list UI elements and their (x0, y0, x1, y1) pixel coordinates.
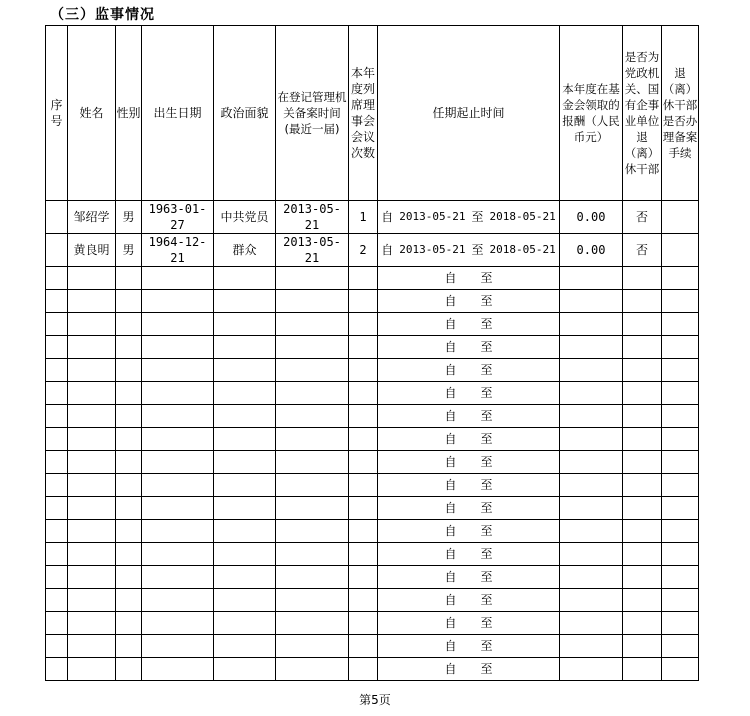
cell-term (378, 234, 560, 267)
cell-birth-date (142, 497, 214, 520)
cell-term (378, 612, 560, 635)
cell-term (378, 201, 560, 234)
cell-meetings: 1 (349, 201, 378, 234)
cell-retired-filing (662, 612, 699, 635)
table-row (46, 382, 699, 405)
cell-term (378, 405, 560, 428)
cell-retired-filing (662, 267, 699, 290)
table-row (46, 313, 699, 336)
cell-meetings (349, 589, 378, 612)
cell-seq (46, 589, 68, 612)
table-row (46, 612, 699, 635)
cell-filing-time (276, 359, 349, 382)
cell-retired-filing (662, 336, 699, 359)
cell-meetings (349, 566, 378, 589)
cell-official (623, 474, 662, 497)
table-row (46, 267, 699, 290)
cell-birth-date (142, 474, 214, 497)
cell-retired-filing (662, 359, 699, 382)
term-to-label: 至 (480, 639, 493, 653)
cell-pay (560, 658, 623, 681)
cell-seq (46, 543, 68, 566)
cell-term (378, 428, 560, 451)
header-gender: 性别 (116, 26, 142, 201)
cell-official (623, 313, 662, 336)
cell-seq (46, 612, 68, 635)
cell-gender (116, 405, 142, 428)
cell-official (623, 612, 662, 635)
term-from-label: 自 (444, 340, 457, 354)
cell-political (214, 589, 276, 612)
page-number: 第5页 (359, 693, 391, 707)
cell-official (623, 290, 662, 313)
cell-filing-time (276, 497, 349, 520)
cell-meetings (349, 428, 378, 451)
cell-meetings (349, 612, 378, 635)
cell-political (214, 359, 276, 382)
cell-filing-time (276, 290, 349, 313)
cell-term (378, 313, 560, 336)
cell-name (68, 497, 116, 520)
cell-term (378, 566, 560, 589)
cell-birth-date (142, 405, 214, 428)
cell-seq (46, 451, 68, 474)
cell-birth-date (142, 336, 214, 359)
cell-pay (560, 313, 623, 336)
cell-political (214, 405, 276, 428)
cell-political (214, 612, 276, 635)
cell-retired-filing (662, 451, 699, 474)
cell-pay (560, 267, 623, 290)
cell-pay (560, 336, 623, 359)
cell-pay (560, 382, 623, 405)
cell-name (68, 658, 116, 681)
cell-seq (46, 359, 68, 382)
cell-name (68, 589, 116, 612)
cell-name (68, 543, 116, 566)
cell-birth-date (142, 543, 214, 566)
cell-meetings (349, 382, 378, 405)
cell-political (214, 543, 276, 566)
cell-term (378, 382, 560, 405)
cell-seq (46, 382, 68, 405)
cell-term (378, 451, 560, 474)
cell-term (378, 635, 560, 658)
cell-meetings (349, 497, 378, 520)
cell-name (68, 290, 116, 313)
cell-seq (46, 234, 68, 267)
term-to-label: 至 (480, 294, 493, 308)
cell-pay (560, 520, 623, 543)
term-from-label: 自 (444, 639, 457, 653)
cell-political: 中共党员 (214, 201, 276, 234)
header-political: 政治面貌 (214, 26, 276, 201)
cell-name (68, 405, 116, 428)
cell-official (623, 428, 662, 451)
table-row (46, 474, 699, 497)
cell-birth-date: 1963-01-27 (142, 201, 214, 234)
cell-gender (116, 290, 142, 313)
cell-seq (46, 635, 68, 658)
cell-meetings (349, 267, 378, 290)
cell-birth-date (142, 290, 214, 313)
cell-filing-time (276, 658, 349, 681)
cell-name (68, 313, 116, 336)
cell-retired-filing (662, 543, 699, 566)
cell-birth-date (142, 382, 214, 405)
cell-gender (116, 520, 142, 543)
cell-name: 邹绍学 (68, 201, 116, 234)
cell-meetings (349, 313, 378, 336)
cell-term (378, 543, 560, 566)
cell-gender (116, 313, 142, 336)
cell-term (378, 267, 560, 290)
cell-name (68, 520, 116, 543)
cell-official (623, 658, 662, 681)
cell-name (68, 474, 116, 497)
cell-gender: 男 (116, 201, 142, 234)
cell-gender (116, 474, 142, 497)
cell-meetings (349, 336, 378, 359)
cell-pay (560, 543, 623, 566)
cell-official (623, 382, 662, 405)
cell-pay (560, 566, 623, 589)
term-to-label: 至 (480, 501, 493, 515)
table-row (46, 405, 699, 428)
table-row (46, 359, 699, 382)
cell-meetings (349, 405, 378, 428)
cell-name (68, 635, 116, 658)
term-to-label: 至 (480, 317, 493, 331)
cell-retired-filing (662, 405, 699, 428)
cell-meetings (349, 658, 378, 681)
header-pay: 本年度在基金会领取的报酬（人民币元） (560, 26, 623, 201)
cell-gender (116, 497, 142, 520)
cell-retired-filing (662, 313, 699, 336)
term-to-label: 至 (480, 363, 493, 377)
cell-pay: 0.00 (560, 201, 623, 234)
cell-official (623, 359, 662, 382)
term-to-label: 至 (480, 547, 493, 561)
cell-official (623, 336, 662, 359)
header-filing-time: 在登记管理机关备案时间(最近一届) (276, 26, 349, 201)
cell-gender (116, 658, 142, 681)
cell-gender: 男 (116, 234, 142, 267)
cell-filing-time (276, 612, 349, 635)
cell-name (68, 566, 116, 589)
table-row (46, 566, 699, 589)
term-from-label: 自 (444, 547, 457, 561)
cell-gender (116, 382, 142, 405)
cell-name (68, 451, 116, 474)
cell-filing-time: 2013-05-21 (276, 234, 349, 267)
cell-retired-filing (662, 234, 699, 267)
term-start-date: 2013-05-21 (399, 243, 466, 256)
table-row (46, 234, 699, 267)
term-end-date: 2018-05-21 (489, 243, 556, 256)
term-to-label: 至 (471, 210, 484, 224)
header-official: 是否为党政机关、国有企事业单位退（离）休干部 (623, 26, 662, 201)
cell-seq (46, 520, 68, 543)
cell-seq (46, 474, 68, 497)
term-from-label: 自 (444, 363, 457, 377)
cell-name (68, 336, 116, 359)
term-to-label: 至 (480, 455, 493, 469)
table-row (46, 290, 699, 313)
cell-seq (46, 267, 68, 290)
cell-seq (46, 566, 68, 589)
header-term: 任期起止时间 (378, 26, 560, 201)
cell-political (214, 474, 276, 497)
cell-retired-filing (662, 290, 699, 313)
cell-official (623, 451, 662, 474)
term-from-label: 自 (444, 386, 457, 400)
cell-name (68, 267, 116, 290)
cell-retired-filing (662, 497, 699, 520)
table-row (46, 428, 699, 451)
cell-political (214, 313, 276, 336)
cell-filing-time (276, 474, 349, 497)
cell-birth-date (142, 428, 214, 451)
term-end-date: 2018-05-21 (489, 210, 556, 223)
cell-meetings (349, 474, 378, 497)
cell-name: 黄良明 (68, 234, 116, 267)
cell-official (623, 635, 662, 658)
cell-filing-time (276, 267, 349, 290)
cell-meetings (349, 451, 378, 474)
cell-seq (46, 497, 68, 520)
cell-official: 否 (623, 234, 662, 267)
cell-retired-filing (662, 520, 699, 543)
cell-birth-date (142, 359, 214, 382)
cell-political (214, 428, 276, 451)
cell-official (623, 497, 662, 520)
cell-seq (46, 658, 68, 681)
cell-retired-filing (662, 658, 699, 681)
term-to-label: 至 (471, 243, 484, 257)
cell-filing-time: 2013-05-21 (276, 201, 349, 234)
cell-term (378, 589, 560, 612)
cell-filing-time (276, 405, 349, 428)
cell-official (623, 520, 662, 543)
cell-pay (560, 359, 623, 382)
cell-birth-date (142, 658, 214, 681)
cell-political (214, 497, 276, 520)
cell-name (68, 359, 116, 382)
cell-gender (116, 635, 142, 658)
cell-birth-date (142, 267, 214, 290)
cell-political (214, 658, 276, 681)
cell-filing-time (276, 336, 349, 359)
table-row (46, 589, 699, 612)
cell-filing-time (276, 566, 349, 589)
cell-political (214, 635, 276, 658)
cell-birth-date (142, 313, 214, 336)
cell-filing-time (276, 589, 349, 612)
cell-seq (46, 428, 68, 451)
cell-gender (116, 566, 142, 589)
cell-birth-date (142, 612, 214, 635)
cell-filing-time (276, 520, 349, 543)
cell-pay (560, 428, 623, 451)
table-row (46, 635, 699, 658)
term-to-label: 至 (480, 340, 493, 354)
cell-birth-date (142, 635, 214, 658)
cell-gender (116, 451, 142, 474)
cell-filing-time (276, 382, 349, 405)
term-to-label: 至 (480, 570, 493, 584)
cell-filing-time (276, 543, 349, 566)
cell-term (378, 474, 560, 497)
cell-name (68, 612, 116, 635)
term-from-label: 自 (444, 432, 457, 446)
cell-official (623, 405, 662, 428)
cell-seq (46, 313, 68, 336)
table-row (46, 520, 699, 543)
cell-official (623, 566, 662, 589)
cell-pay (560, 612, 623, 635)
term-from-label: 自 (444, 593, 457, 607)
cell-seq (46, 405, 68, 428)
term-from-label: 自 (444, 271, 457, 285)
cell-official (623, 589, 662, 612)
cell-term (378, 658, 560, 681)
term-from-label: 自 (444, 570, 457, 584)
cell-political (214, 290, 276, 313)
cell-pay (560, 589, 623, 612)
cell-term (378, 520, 560, 543)
cell-birth-date (142, 589, 214, 612)
term-from-label: 自 (381, 210, 394, 224)
cell-meetings (349, 290, 378, 313)
cell-seq (46, 290, 68, 313)
cell-pay (560, 497, 623, 520)
cell-political (214, 520, 276, 543)
cell-pay (560, 290, 623, 313)
cell-gender (116, 336, 142, 359)
cell-retired-filing (662, 635, 699, 658)
header-name: 姓名 (68, 26, 116, 201)
term-from-label: 自 (444, 294, 457, 308)
cell-term (378, 359, 560, 382)
term-start-date: 2013-05-21 (399, 210, 466, 223)
term-to-label: 至 (480, 616, 493, 630)
cell-gender (116, 267, 142, 290)
cell-seq (46, 336, 68, 359)
cell-meetings (349, 520, 378, 543)
cell-political (214, 451, 276, 474)
cell-retired-filing (662, 382, 699, 405)
cell-retired-filing (662, 566, 699, 589)
header-retired-filing: 退（离）休干部是否办理备案手续 (662, 26, 699, 201)
cell-meetings (349, 359, 378, 382)
term-from-label: 自 (444, 524, 457, 538)
term-to-label: 至 (480, 271, 493, 285)
cell-official (623, 267, 662, 290)
table-row (46, 543, 699, 566)
cell-gender (116, 359, 142, 382)
cell-retired-filing (662, 589, 699, 612)
cell-political (214, 267, 276, 290)
cell-political (214, 566, 276, 589)
table-row (46, 336, 699, 359)
section-title: （三）监事情况 (50, 7, 155, 23)
cell-name (68, 382, 116, 405)
cell-gender (116, 589, 142, 612)
cell-birth-date (142, 451, 214, 474)
term-to-label: 至 (480, 432, 493, 446)
header-row (46, 26, 699, 201)
header-meetings: 本年度列席理事会会议次数 (349, 26, 378, 201)
cell-gender (116, 543, 142, 566)
cell-birth-date (142, 520, 214, 543)
cell-seq (46, 201, 68, 234)
cell-meetings (349, 635, 378, 658)
cell-term (378, 336, 560, 359)
header-birth-date: 出生日期 (142, 26, 214, 201)
cell-official: 否 (623, 201, 662, 234)
term-from-label: 自 (444, 662, 457, 676)
cell-meetings: 2 (349, 234, 378, 267)
cell-filing-time (276, 451, 349, 474)
cell-pay (560, 405, 623, 428)
cell-term (378, 497, 560, 520)
term-from-label: 自 (444, 317, 457, 331)
cell-official (623, 543, 662, 566)
term-from-label: 自 (444, 409, 457, 423)
term-to-label: 至 (480, 524, 493, 538)
cell-pay: 0.00 (560, 234, 623, 267)
cell-pay (560, 635, 623, 658)
term-from-label: 自 (444, 478, 457, 492)
term-to-label: 至 (480, 662, 493, 676)
cell-birth-date: 1964-12-21 (142, 234, 214, 267)
cell-retired-filing (662, 428, 699, 451)
cell-retired-filing (662, 474, 699, 497)
header-seq: 序号 (46, 26, 68, 201)
cell-political: 群众 (214, 234, 276, 267)
cell-meetings (349, 543, 378, 566)
cell-gender (116, 612, 142, 635)
cell-filing-time (276, 313, 349, 336)
table-row (46, 451, 699, 474)
cell-retired-filing (662, 201, 699, 234)
table-row (46, 658, 699, 681)
cell-pay (560, 474, 623, 497)
cell-name (68, 428, 116, 451)
term-to-label: 至 (480, 386, 493, 400)
cell-term (378, 290, 560, 313)
cell-filing-time (276, 635, 349, 658)
cell-filing-time (276, 428, 349, 451)
cell-birth-date (142, 566, 214, 589)
cell-political (214, 336, 276, 359)
cell-gender (116, 428, 142, 451)
term-from-label: 自 (444, 501, 457, 515)
supervisors-table (45, 25, 699, 681)
table-row (46, 497, 699, 520)
cell-pay (560, 451, 623, 474)
term-from-label: 自 (444, 455, 457, 469)
term-to-label: 至 (480, 409, 493, 423)
term-to-label: 至 (480, 593, 493, 607)
term-from-label: 自 (444, 616, 457, 630)
term-to-label: 至 (480, 478, 493, 492)
term-from-label: 自 (381, 243, 394, 257)
cell-political (214, 382, 276, 405)
table-row (46, 201, 699, 234)
